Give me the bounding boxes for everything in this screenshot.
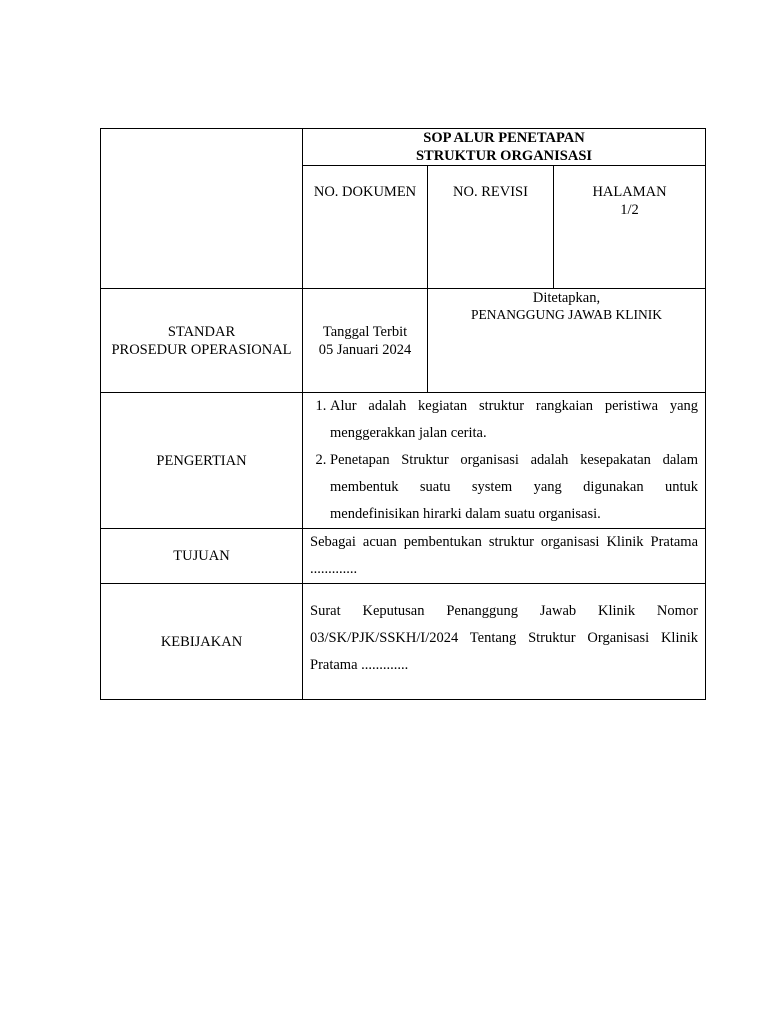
tujuan-label: TUJUAN [173, 548, 230, 564]
sop-label-line-2: PROSEDUR OPERASIONAL [111, 341, 292, 358]
document-title [303, 129, 706, 166]
kebijakan-label: KEBIJAKAN [160, 633, 243, 650]
no-dokumen-cell [303, 166, 428, 289]
halaman-cell [554, 166, 706, 289]
pengertian-item-2: 2. Penetapan Struktur organisasi adalah kesepakatan dalam membentuk suatu system yang digunakan untuk mendefinisikan hirarki dalam suatu organisasi. [330, 447, 698, 528]
sop-document-table [100, 128, 706, 700]
pengertian-list [310, 393, 698, 528]
halaman-label: HALAMAN [592, 184, 667, 200]
tujuan-label-cell [101, 529, 303, 584]
kebijakan-content [303, 584, 706, 700]
pengertian-label-cell [101, 393, 303, 529]
sop-label-line-1: STANDAR [167, 323, 236, 340]
logo-placeholder-cell [101, 129, 303, 289]
title-line-2: STRUKTUR ORGANISASI [415, 148, 593, 164]
sop-label-cell [101, 289, 303, 393]
approval-cell [428, 289, 706, 393]
pengertian-item-1: 1. Alur adalah kegiatan struktur rangkaian peristiwa yang menggerakkan jalan cerita. [330, 393, 698, 447]
pengertian-label: PENGERTIAN [156, 452, 247, 469]
tanggal-terbit-label: Tanggal Terbit [322, 323, 408, 340]
tujuan-content [303, 529, 706, 584]
tanggal-terbit-value: 05 Januari 2024 [318, 341, 412, 358]
ditetapkan-text: Ditetapkan, [532, 290, 601, 306]
no-dokumen-label: NO. DOKUMEN [313, 184, 417, 200]
tanggal-terbit-cell [303, 289, 428, 393]
tujuan-text: Sebagai acuan pembentukan struktur organisasi Klinik Pratama ............. [310, 534, 699, 577]
halaman-value: 1/2 [620, 202, 639, 218]
pengertian-content [303, 393, 706, 529]
kebijakan-label-cell [101, 584, 303, 700]
no-revisi-cell [428, 166, 554, 289]
kebijakan-text: Surat Keputusan Penanggung Jawab Klinik Nomor 03/SK/PJK/SSKH/I/2024 Tentang Struktur Organisasi Klinik Pratama ............. [310, 603, 699, 673]
no-revisi-label: NO. REVISI [453, 184, 528, 200]
penanggung-jawab-text: PENANGGUNG JAWAB KLINIK [471, 307, 662, 322]
title-line-1: SOP ALUR PENETAPAN [423, 130, 585, 146]
